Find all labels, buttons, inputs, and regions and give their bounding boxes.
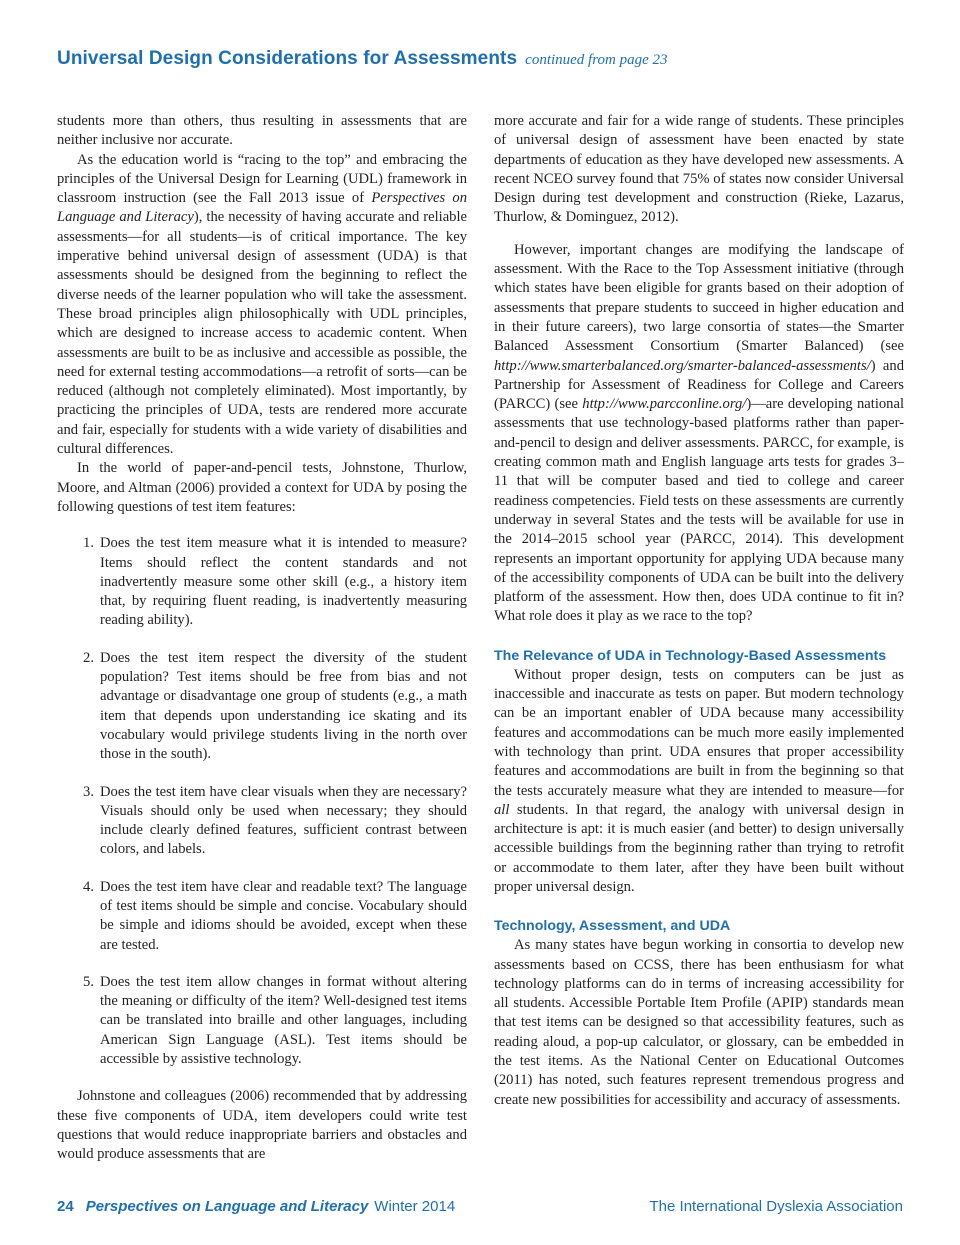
- paragraph: In the world of paper-and-pencil tests, Johnstone, Thurlow, Moore, and Altman (2006) provided a context for UDA by posing the following questions of test item features:: [57, 460, 467, 515]
- issue-label: Winter 2014: [374, 1198, 456, 1215]
- journal-name: Perspectives on Language and Literacy: [85, 1198, 369, 1215]
- parcc-link[interactable]: http://www.parcconline.org/: [582, 396, 747, 413]
- list-item: 4. Does the test item have clear and readable text? The language of test items should be simple and concise. Vocabulary should be simple and idioms should be avoided, except when these are tested.: [83, 878, 467, 953]
- paragraph: Johnstone and colleagues (2006) recommended that by addressing these five components of UDA, item developers could write test questions that would reduce inappropriate barriers and obstacles and would produce assessments that are: [57, 1088, 467, 1163]
- paragraph: Without proper design, tests on computers can be just as inaccessible and inaccurate as tests on paper. But modern technology can be an important enabler of UDA because many accessibility features and accommodations can be much more easily implemented with technology than print. UDA ensures that proper accessibility features and accommodations are built in from the beginning so that the tests accurately measure what they are intended to measure—for all students. In that regard, the analogy with universal design in architecture is apt: it is much easier (and better) to design universally accessible buildings from the beginning rather than trying to retrofit or accommodate to them later, after they have been built without proper universal design.: [494, 666, 904, 895]
- paragraph: students more than others, thus resulting in assessments that are neither inclusive nor accurate.: [57, 113, 467, 149]
- list-item: 2. Does the test item respect the diversity of the student population? Test items should be free from bias and not advantage or disadvantage one group of students (e.g., a math item that depends upon understanding ice skating and its vocabulary would privilege students living in the north over those in the south).: [83, 649, 467, 763]
- page-number: 24: [57, 1198, 74, 1215]
- section-heading: Technology, Assessment, and UDA: [494, 918, 731, 935]
- paragraph: As many states have begun working in consortia to develop new assessments based on CCSS, there has been enthusiasm for what technology platforms can do in terms of increasing accessibility for all students. Accessible Portable Item Profile (APIP) standards mean that test items can be designed so that accessibility features, such as reading aloud, a pop-up calculator, or glossary, can be embedded in the test items. As the National Center on Educational Outcomes (2011) has noted, such features represent tremendous progress and create new possibilities for accessibility and accuracy of assessments.: [494, 937, 904, 1108]
- section-heading: The Relevance of UDA in Technology-Based Assessments: [494, 647, 887, 664]
- list-item: 1. Does the test item measure what it is intended to measure? Items should reflect the content standards and not inadvertently measure some other skill (e.g., a history item that, by requiring fluent reading, is inadvertently measuring reading ability).: [83, 535, 467, 629]
- question-list: [57, 534, 467, 1069]
- paragraph: more accurate and fair for a wide range of students. These principles of universal design of assessment have been enacted by state departments of education as they have developed new assessments. A recent NCEO survey found that 75% of states now consider Universal Design during test development and construction (Rieke, Lazarus, Thurlow, & Dominguez, 2012).: [494, 113, 904, 226]
- paragraph: However, important changes are modifying the landscape of assessment. With the Race to the Top Assessment initiative (through which states have been eligible for grants based on their adoption of assessments that prepare students to succeed in higher education and in their future careers), two large consortia of states—the Smarter Balanced Assessment Consortium (Smarter Balanced) (see http://www.smarterbalanced.org/smarter-balanced-assessments/) and Partnership for Assessment of Readiness for College and Careers (PARCC) (see http://www.parcconline.org/)—are developing national assessments that use technology-based platforms rather than paper-and-pencil to design and deliver assessments. PARCC, for example, is creating common math and English language arts tests for grades 3–11 that will be computer based and tied to college and career readiness competencies. Field tests on these assessments are currently underway in several States and the tests will be available for use in the 2014–2015 school year (PARCC, 2014). This development represents an important opportunity for applying UDA because many of the accessibility components of UDA can be built into the delivery platform of the assessment. How then, does UDA continue to fit in? What role does it play as we race to the top?: [494, 241, 904, 625]
- organization-name: The International Dyslexia Association: [649, 1198, 903, 1215]
- smarter-balanced-link[interactable]: http://www.smarterbalanced.org/smarter-balanced-assessments/: [494, 357, 871, 374]
- right-column: [494, 112, 904, 1110]
- article-title: Universal Design Considerations for Assessments: [57, 48, 518, 69]
- left-column: [57, 112, 467, 1165]
- continued-note: continued from page 23: [525, 52, 668, 68]
- page-footer: [57, 1198, 903, 1222]
- journal-reference: Perspectives on Language and Literacy: [57, 190, 467, 226]
- list-item: 3. Does the test item have clear visuals when they are necessary? Visuals should only be used when necessary; they should include clearly defined features, sufficient contrast between colors, and labels.: [83, 783, 467, 858]
- paragraph: As the education world is “racing to the top” and embracing the principles of the Universal Design for Learning (UDL) framework in classroom instruction (see the Fall 2013 issue of Perspectives on Language and Literacy), the necessity of having accurate and reliable assessments—for all students—is of critical importance. The key imperative behind universal design of assessment (UDA) is that assessments should be designed from the beginning to reflect the diverse needs of the learner population who will take the assessment. These broad principles align philosophically with UDL principles, which are designed to increase access to academic content. When assessments are built to be as inclusive and accessible as possible, the need for external testing accommodations—a retrofit of sorts—can be reduced (although not completely eliminated). Most importantly, by practicing the principles of UDA, tests are rendered more accurate and fair, especially for students with a wide variety of disabilities and cultural differences.: [57, 151, 468, 458]
- page-header: [57, 48, 917, 80]
- list-item: 5. Does the test item allow changes in format without altering the meaning or difficulty of the item? Well-designed test items can be translated into braille and other languages, including American Sign Language (ASL). Test items should be accessible by assistive technology.: [83, 973, 467, 1068]
